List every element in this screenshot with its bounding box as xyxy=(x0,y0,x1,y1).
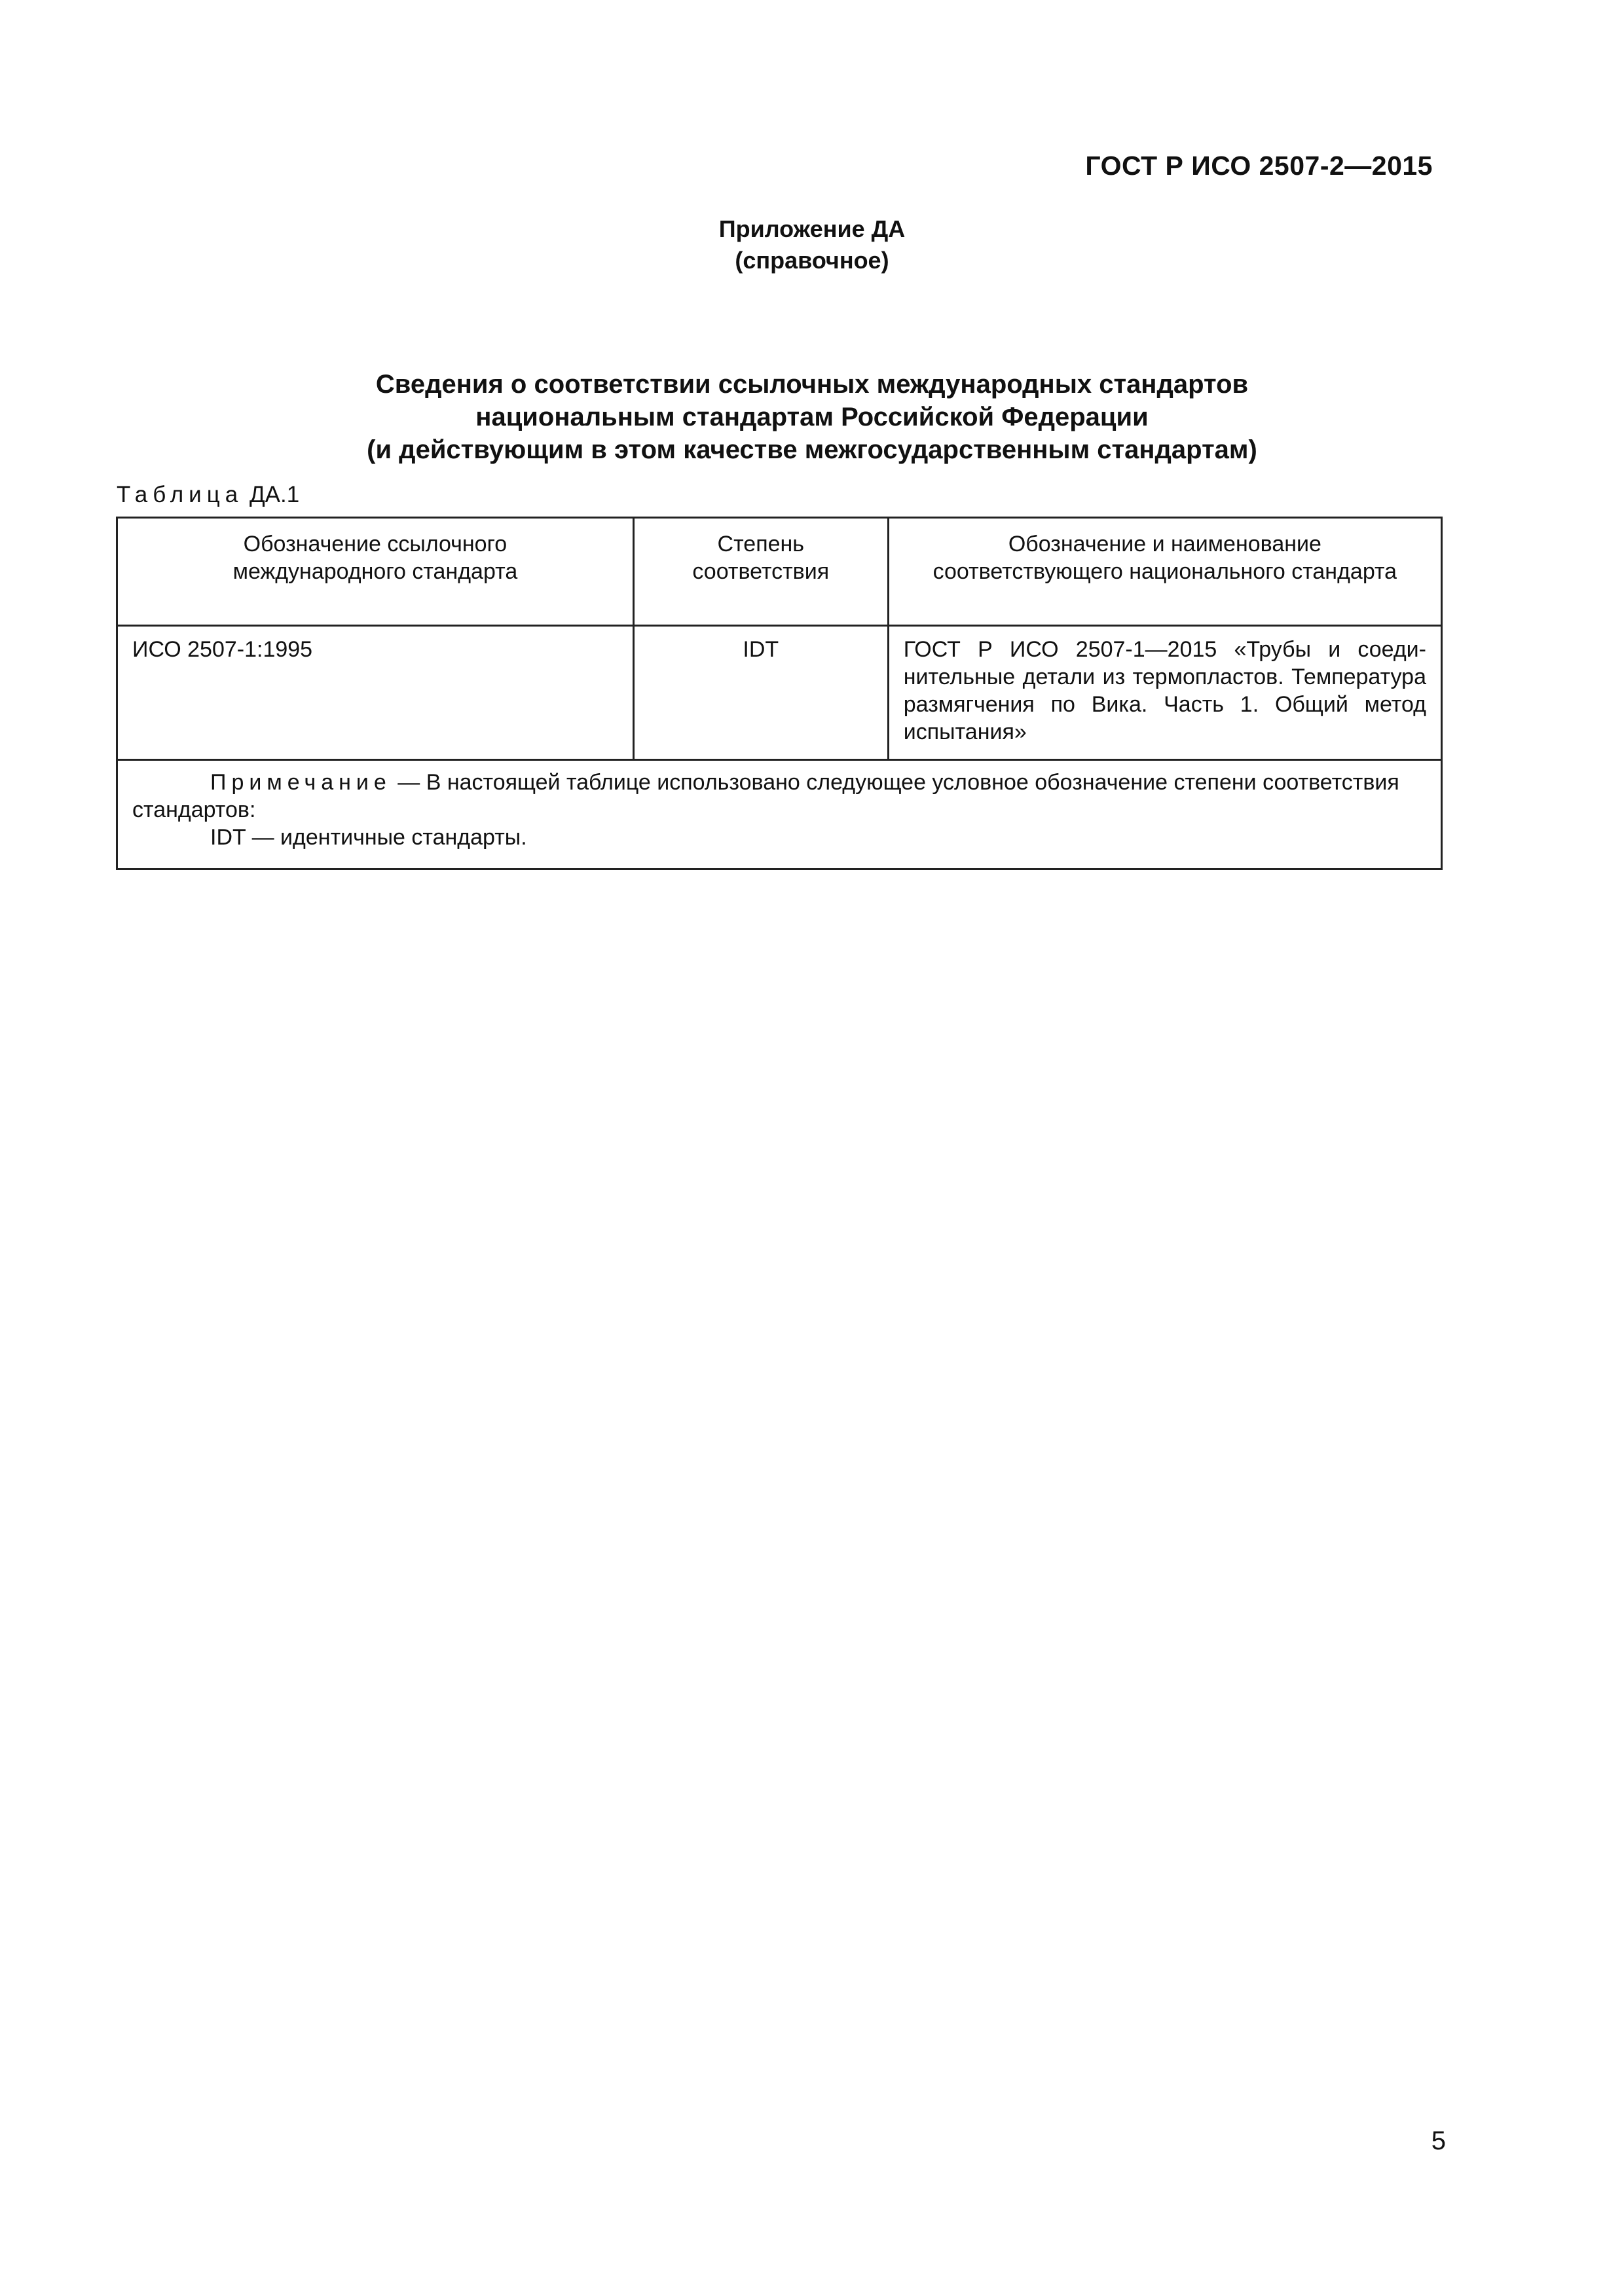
header-text: международного стандарта xyxy=(232,559,518,584)
annex-heading xyxy=(0,213,1624,276)
correspondence-table xyxy=(116,517,1443,870)
table-caption-number: ДА.1 xyxy=(249,482,300,507)
header-text: Обозначение ссылочного xyxy=(243,532,507,556)
header-intl-standard xyxy=(117,518,634,626)
cell-degree: IDT xyxy=(633,626,888,760)
page-number: 5 xyxy=(1431,2126,1446,2155)
cell-national-standard: ГОСТ Р ИСО 2507-1—2015 «Трубы и соединительные детали из термопластов. Температура размягчения по Вика. Часть 1. Общий метод испытания» xyxy=(888,626,1441,760)
table-header-row xyxy=(117,518,1442,626)
header-text: Обозначение и наименование xyxy=(1008,532,1321,556)
annex-subtitle: (справочное) xyxy=(735,247,889,274)
annex-title: Приложение ДА xyxy=(718,215,906,242)
header-national-standard xyxy=(888,518,1441,626)
header-degree xyxy=(633,518,888,626)
table-note-row xyxy=(117,760,1442,869)
header-text: соответствия xyxy=(692,559,830,584)
heading-line-2: национальным стандартам Российской Федерации xyxy=(475,403,1149,431)
note-label: Примечание xyxy=(210,770,392,795)
header-text: Степень xyxy=(717,532,805,556)
table-note xyxy=(117,760,1442,869)
table-row xyxy=(117,626,1442,760)
table-caption xyxy=(117,482,299,508)
table-caption-label: Таблица xyxy=(117,482,244,507)
header-text: соответствующего национального стандарта xyxy=(932,559,1397,584)
note-body: — В настоящей таблице использовано следующее условное обозначение степени соответствия стандартов: xyxy=(132,770,1399,822)
section-heading xyxy=(0,368,1624,466)
note-item: IDT — идентичные стандарты. xyxy=(210,825,527,850)
heading-line-3: (и действующим в этом качестве межгосударственным стандартам) xyxy=(367,435,1257,464)
heading-line-1: Сведения о соответствии ссылочных международных стандартов xyxy=(375,370,1249,399)
document-code: ГОСТ Р ИСО 2507-2—2015 xyxy=(1085,151,1433,181)
note-text xyxy=(132,769,1426,824)
cell-intl-standard: ИСО 2507-1:1995 xyxy=(117,626,634,760)
